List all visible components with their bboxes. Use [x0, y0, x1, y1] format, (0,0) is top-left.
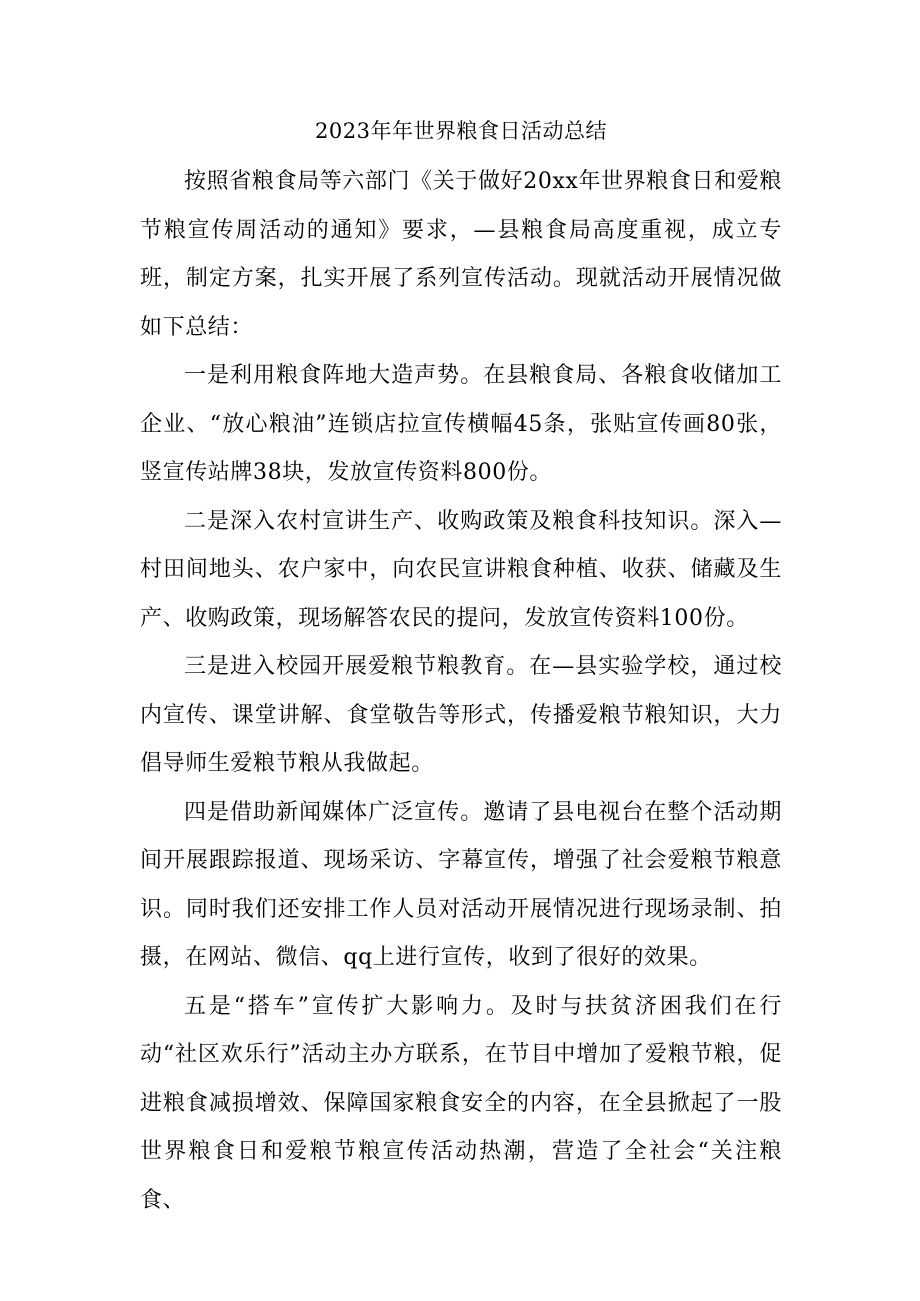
- paragraph-item-1: 一是利用粮食阵地大造声势。在县粮食局、各粮食收储加工企业、“放心粮油”连锁店拉宣传横幅45条，张贴宣传画80张，竖宣传站牌38块，发放宣传资料800份。: [140, 363, 782, 485]
- paragraph-item-5: 五是“搭车”宣传扩大影响力。及时与扶贫济困我们在行动“社区欢乐行”活动主办方联系，在节目中增加了爱粮节粮，促进粮食减损增效、保障国家粮食安全的内容，在全县掀起了一股世界粮食日和爱粮节粮宣传活动热潮，营造了全社会“关注粮食、: [140, 993, 782, 1213]
- paragraph-item-2: 二是深入农村宣讲生产、收购政策及粮食科技知识。深入—村田间地头、农户家中，向农民宣讲粮食种植、收获、储藏及生产、收购政策，现场解答农民的提问，发放宣传资料100份。: [140, 508, 782, 631]
- paragraph-item-3: 三是进入校园开展爱粮节粮教育。在—县实验学校，通过校内宣传、课堂讲解、食堂敬告等形式，传播爱粮节粮知识，大力倡导师生爱粮节粮从我做起。: [140, 654, 782, 776]
- document-page: [140, 112, 782, 1225]
- document-title: 2023年年世界粮食日活动总结: [315, 119, 607, 143]
- paragraph-intro: 按照省粮食局等六部门《关于做好20xx年世界粮食日和爱粮节粮宣传周活动的通知》要求，—县粮食局高度重视，成立专班，制定方案，扎实开展了系列宣传活动。现就活动开展情况做如下总结：: [140, 169, 782, 340]
- paragraph-item-4: 四是借助新闻媒体广泛宣传。邀请了县电视台在整个活动期间开展跟踪报道、现场采访、字幕宣传，增强了社会爱粮节粮意识。同时我们还安排工作人员对活动开展情况进行现场录制、拍摄，在网站、微信、qq上进行宣传，收到了很好的效果。: [140, 799, 782, 970]
